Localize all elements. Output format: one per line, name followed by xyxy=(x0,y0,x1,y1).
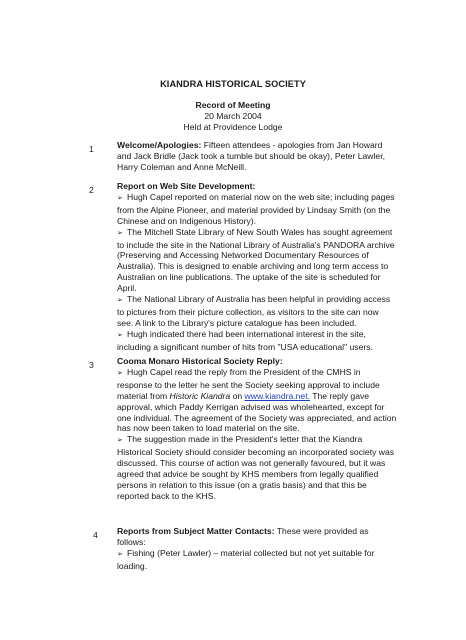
list-item: ➢ The Mitchell State Library of New South Wales has sought agreement to include the site in the National Library of Australia's PANDORA archive (Preserving and Accessing Networked Documentary Resources of Australia). This is designed to enable archiving and long term access to Australian on line publications. The uptake of the site is scheduled for April. xyxy=(117,226,395,294)
meeting-venue: Held at Providence Lodge xyxy=(183,122,283,132)
kiandra-website-link[interactable]: www.kiandra.net. xyxy=(244,390,310,401)
section-heading: Welcome/Apologies: xyxy=(117,140,202,150)
section-heading: Reports from Subject Matter Contacts: xyxy=(117,526,275,536)
society-title: KIANDRA HISTORICAL SOCIETY xyxy=(160,79,306,89)
list-item: ➢ The suggestion made in the President's letter that the Kiandra Historical Society should consider becoming an incorporated society was discussed. This course of action was not generally favoured, but it was agreed that advice be sought by KHS members from legally qualified persons in relation to this issue (on a gratis basis) and that this be reported back to the KHS. xyxy=(117,434,395,501)
bullet-arrow-icon: ➢ xyxy=(117,369,123,377)
bullet-arrow-icon: ➢ xyxy=(117,297,123,305)
section-cmhs-reply xyxy=(117,356,397,502)
meeting-date: 20 March 2004 xyxy=(204,111,262,121)
section-number: 2 xyxy=(89,185,94,195)
section-web-site-development xyxy=(117,181,397,353)
section-heading: Report on Web Site Development: xyxy=(117,181,256,191)
section-welcome-apologies xyxy=(117,140,397,173)
section-number: 3 xyxy=(89,360,94,370)
bullet-arrow-icon: ➢ xyxy=(117,331,123,339)
section-text: Fifteen attendees - apologies from Jan Howard and Jack Bridle (Jack took a tumble but should be okay), Peter Lawler, Harry Coleman and Anne McNeill. xyxy=(117,140,385,172)
list-item: ➢ The National Library of Australia has been helpful in providing access to pictures from their picture collection, as visitors to the site can now see. A link to the Library's picture catalogue has been included. xyxy=(117,294,391,328)
list-item: ➢ Hugh indicated there had been international interest in the site, including a significant number of hits from "USA educational" users. xyxy=(117,328,373,352)
section-subject-matter-contacts xyxy=(117,526,397,572)
record-heading: Record of Meeting xyxy=(195,100,271,110)
section-text: These were provided as follows: xyxy=(117,526,369,547)
section-number: 4 xyxy=(93,530,98,540)
section-number: 1 xyxy=(89,144,94,154)
bullet-arrow-icon: ➢ xyxy=(117,194,123,202)
bullet-arrow-icon: ➢ xyxy=(117,437,123,445)
section-heading: Cooma Monaro Historical Society Reply: xyxy=(117,356,283,366)
bullet-arrow-icon: ➢ xyxy=(117,229,123,237)
list-item: ➢ Hugh Capel reported on material now on the web site; including pages from the Alpine Pioneer, and material provided by Lindsay Smith (on the Chinese and on Indigenous History). xyxy=(117,191,395,226)
list-item: ➢ Hugh Capel read the reply from the President of the CMHS in response to the letter he sent the Society seeking approval to include material from Historic Kiandra on www.kiandra.net. The reply gave approval, which Paddy Kerrigan advised was wholehearted, except for one individual. The agreement of the Society was appreciated, and action has now been taken to load material on the site. xyxy=(117,366,397,434)
list-item: ➢ Fishing (Peter Lawler) – material collected but not yet suitable for loading. xyxy=(117,547,375,571)
bullet-arrow-icon: ➢ xyxy=(117,550,123,558)
